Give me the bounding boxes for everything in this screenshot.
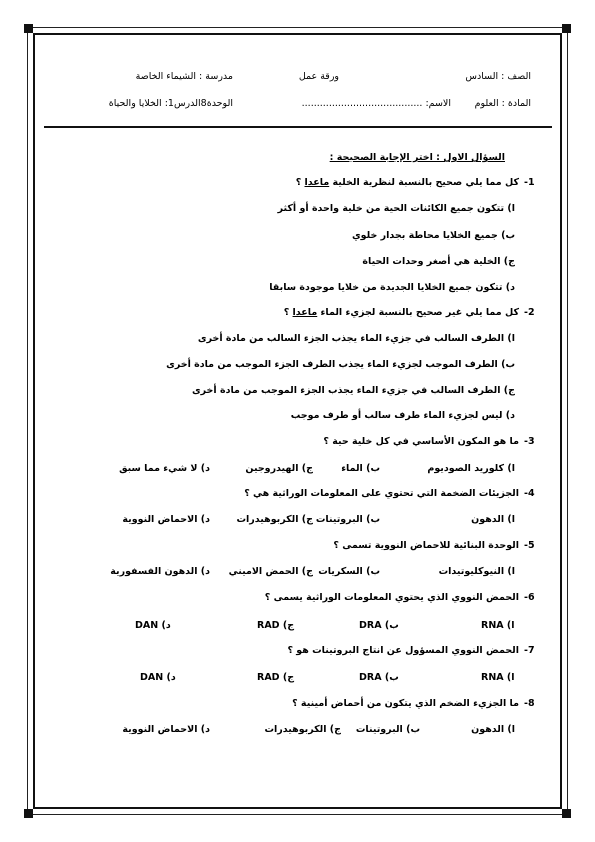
option-c[interactable]: ج) الكربوهيدرات <box>236 514 313 525</box>
option-d[interactable]: د) تتكون جميع الخلايا الجديدة من خلايا موجودة سابقا <box>269 282 515 293</box>
frame-corner-top-left <box>24 24 33 33</box>
question-number: -1 <box>524 177 535 188</box>
option-c[interactable]: ج) الكربوهيدرات <box>264 724 341 735</box>
option-d[interactable]: DAN (د <box>140 672 176 683</box>
header-unit-lesson: الوحدة8الدرس1: الخلايا والحياة <box>108 98 233 109</box>
option-c[interactable]: RAD (ج <box>257 672 295 683</box>
frame-corner-bottom-left <box>24 809 33 818</box>
question-text: الحمض النووي الذي يحتوي المعلومات الوراثية يسمى ؟ <box>264 592 519 603</box>
question-text: الوحدة البنائية للاحماض النووية تسمى ؟ <box>333 540 519 551</box>
option-a[interactable]: ا) الدهون <box>471 514 515 525</box>
option-a[interactable]: ا) الدهون <box>471 724 515 735</box>
option-c[interactable]: RAD (ج <box>257 620 295 631</box>
option-d[interactable]: د) الاحماض النووية <box>122 514 210 525</box>
question-number: -2 <box>524 307 535 318</box>
name-field[interactable]: الاسم: ........................................ <box>301 98 451 109</box>
question-text: الجزيئات الضخمة التي تحتوي على المعلومات الوراثية هي ؟ <box>244 488 519 499</box>
option-b[interactable]: ب) الماء <box>341 463 380 474</box>
option-a[interactable]: ا) كلوريد الصوديوم <box>427 463 515 474</box>
option-b[interactable]: ب) البروتينات <box>355 724 420 735</box>
question-number: -3 <box>524 436 535 447</box>
question-text: كل مما يلي غير صحيح بالنسبة لجزيء الماء ماعدا ؟ <box>283 307 519 318</box>
option-d[interactable]: DAN (د <box>135 620 171 631</box>
option-d[interactable]: د) لا شيء مما سبق <box>119 463 210 474</box>
question-number: -8 <box>524 698 535 709</box>
question-text: كل مما يلي صحيح بالنسبة لنظرية الخلية ماعدا ؟ <box>295 177 519 188</box>
option-c[interactable]: ج) الهيدروجين <box>245 463 313 474</box>
worksheet-title: ورقة عمل <box>298 71 339 82</box>
option-c[interactable]: ج) الطرف السالب في جزيء الماء يجذب الجزء الموجب من مادة أخرى <box>191 385 515 396</box>
option-b[interactable]: ب) جميع الخلايا محاطة بجدار خلوي <box>351 230 515 241</box>
option-d[interactable]: د) الاحماض النووية <box>122 724 210 735</box>
question-text: ما الجزيء الضخم الذي يتكون من أحماض أمينية ؟ <box>292 698 519 709</box>
option-a[interactable]: ا) الطرف السالب في جزيء الماء يجذب الجزء السالب من مادة أخرى <box>197 333 515 344</box>
option-c[interactable]: ج) الخلية هي أصغر وحدات الحياة <box>362 256 515 267</box>
option-a[interactable]: RNA (ا <box>481 672 515 683</box>
option-a[interactable]: RNA (ا <box>481 620 515 631</box>
question-number: -5 <box>524 540 535 551</box>
header-subject: المادة : العلوم <box>474 98 531 109</box>
header-divider <box>44 126 552 128</box>
question-text: الحمض النووي المسؤول عن انتاج البروتينات هو ؟ <box>287 645 519 656</box>
option-b[interactable]: ب) البروتينات <box>315 514 380 525</box>
question-number: -4 <box>524 488 535 499</box>
option-d[interactable]: د) الدهون الفسفورية <box>110 566 210 577</box>
option-b[interactable]: ب) السكريات <box>318 566 380 577</box>
option-c[interactable]: ج) الحمض الاميني <box>228 566 313 577</box>
option-a[interactable]: ا) تتكون جميع الكائنات الحية من خلية واحدة أو أكثر <box>277 203 515 214</box>
question-number: -7 <box>524 645 535 656</box>
section-title: السؤال الاول : اختر الإجابة الصحيحة : <box>329 152 505 163</box>
question-text: ما هو المكون الأساسي في كل خلية حية ؟ <box>323 436 519 447</box>
header-grade: الصف : السادس <box>465 71 531 82</box>
option-b[interactable]: DRA (ب <box>359 672 399 683</box>
frame-corner-top-right <box>562 24 571 33</box>
option-b[interactable]: DRA (ب <box>359 620 399 631</box>
option-a[interactable]: ا) النيوكليوتيدات <box>438 566 515 577</box>
frame-corner-bottom-right <box>562 809 571 818</box>
option-d[interactable]: د) ليس لجزيء الماء طرف سالب أو طرف موجب <box>290 410 515 421</box>
option-b[interactable]: ب) الطرف الموجب لجزيء الماء يجذب الطرف الجزء الموجب من مادة أخرى <box>166 359 515 370</box>
header-school: مدرسة : الشيماء الخاصة <box>135 71 233 82</box>
question-number: -6 <box>524 592 535 603</box>
